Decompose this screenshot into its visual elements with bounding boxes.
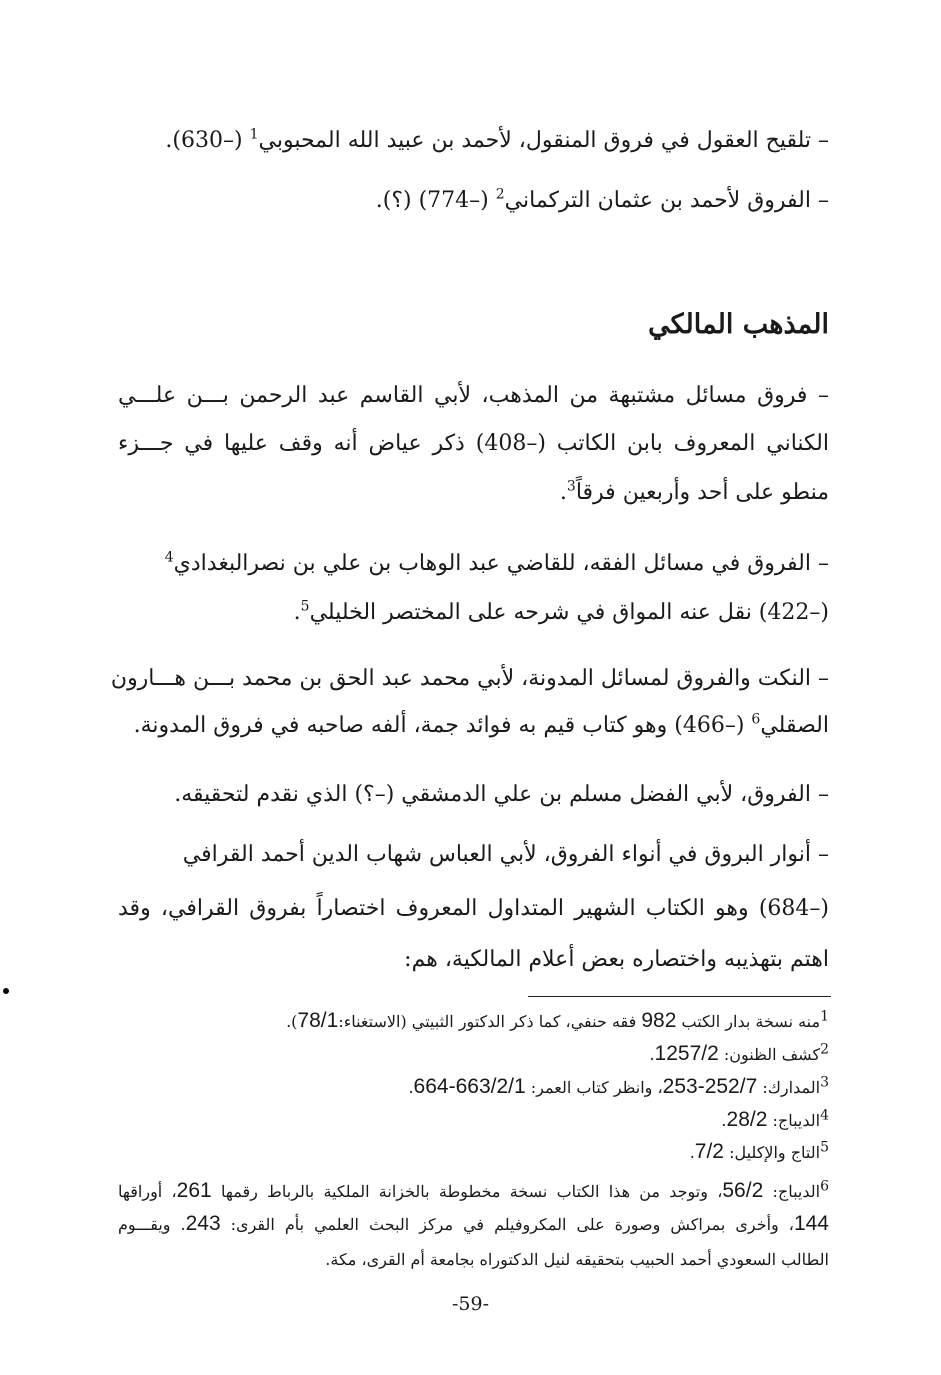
text: . ويقـــوم: [118, 1215, 186, 1234]
text: فقه حنفي، كما ذكر الدكتور الثبيتي (الاستغناء:: [338, 1012, 642, 1031]
text: 261: [176, 1179, 212, 1202]
text: 1257/2: [654, 1042, 719, 1065]
footnote-1: [118, 1010, 829, 1033]
text: .: [721, 1111, 727, 1130]
footnote-ref[interactable]: 1: [249, 126, 259, 143]
text: .: [408, 1078, 414, 1097]
text: المدارك:: [757, 1078, 821, 1097]
text: 982: [641, 1009, 677, 1032]
text: 252/7-253: [662, 1075, 758, 1098]
paragraph-line: [118, 549, 829, 579]
section-heading: المذهب المالكي: [648, 309, 829, 340]
text: – الفروق لأحمد بن عثمان التركماني: [504, 188, 829, 213]
footnote-3: [118, 1076, 829, 1099]
scan-speck: [3, 988, 9, 994]
text: – الفروق في مسائل الفقه، للقاضي عبد الوهاب بن علي بن نصرالبغدادي: [173, 551, 829, 576]
list-item-talqih: [118, 126, 829, 156]
text: الديباج:: [767, 1111, 821, 1130]
footnote-ref[interactable]: 6: [751, 711, 761, 728]
text: .: [293, 600, 301, 625]
text: ، وأخرى بمراكش وصورة على المكروفيلم في مركز البحث العلمي بأم القرى:: [220, 1215, 794, 1234]
footnote-ref[interactable]: 3: [566, 478, 576, 495]
footnote-2: [118, 1043, 829, 1066]
text: (–466) وهو كتاب قيم به فوائد جمة، ألفه صاحبه في فروق المدونة.: [133, 713, 752, 738]
footnote-6-line-1: [118, 1180, 829, 1203]
paragraph-line: [118, 478, 829, 508]
text: (–422) نقل عنه المواق في شرحه على المختصر الخليلي: [309, 600, 829, 625]
text: .: [649, 1045, 655, 1064]
text: 144: [793, 1212, 829, 1235]
text: 56/2: [722, 1179, 764, 1202]
footnote-ref[interactable]: 4: [164, 549, 174, 566]
paragraph-line: [118, 598, 829, 628]
text: الديباج:: [763, 1182, 821, 1201]
footnote-number: 6: [820, 1178, 830, 1195]
text: منه نسخة بدار الكتب: [676, 1012, 821, 1031]
list-item-turkmani: [118, 186, 829, 216]
paragraph-line: الكناني المعروف بابن الكاتب (–408) ذكر عياض أنه وقف عليها في جـــزء: [118, 431, 829, 456]
paragraph-line: – فروق مسائل مشتبهة من المذهب، لأبي القاسم عبد الرحمن بـــن علـــي: [118, 383, 829, 408]
text: .: [559, 480, 567, 505]
footnote-number: 5: [820, 1139, 829, 1156]
footnote-divider: [528, 996, 831, 997]
footnote-ref[interactable]: 5: [300, 598, 310, 615]
text: ، وتوجد من هذا الكتاب نسخة مخطوطة بالخزانة الملكية بالرباط رقمها: [211, 1182, 723, 1201]
footnote-number: 4: [820, 1107, 829, 1124]
footnote-6-line-2: [118, 1213, 829, 1236]
page-number: -59-: [451, 1293, 490, 1315]
footnote-6-line-3: الطالب السعودي أحمد الحبيب بتحقيقه لنيل الدكتوراه بجامعة أم القرى، مكة.: [325, 1250, 829, 1269]
paragraph-line: [118, 711, 829, 741]
text: 663/2/1-664: [413, 1075, 526, 1098]
footnote-number: 2: [820, 1041, 829, 1058]
paragraph-line: (–684) وهو الكتاب الشهير المتداول المعروف اختصاراً بفروق القرافي، وقد: [118, 896, 829, 921]
paragraph-line: اهتم بتهذيبه واختصاره بعض أعلام المالكية، هم:: [404, 947, 829, 972]
paragraph-line: – الفروق، لأبي الفضل مسلم بن علي الدمشقي (–؟) الذي نقدم لتحقيقه.: [174, 782, 829, 807]
text: 28/2: [726, 1108, 768, 1131]
footnote-4: [118, 1109, 829, 1132]
text: التاج والإكليل:: [724, 1143, 821, 1162]
footnote-5: [118, 1141, 829, 1164]
paragraph-line: – أنوار البروق في أنواء الفروق، لأبي العباس شهاب الدين أحمد القرافي: [182, 842, 829, 867]
text: ، أوراقها: [118, 1182, 177, 1201]
text: منطو على أحد وأربعين فرقاً: [575, 480, 829, 505]
text: (–774) (؟).: [375, 188, 496, 213]
text: 243: [185, 1212, 221, 1235]
text: 78/1: [297, 1009, 339, 1032]
text: ، وانظر كتاب العمر:: [525, 1078, 663, 1097]
text: (–630).: [165, 128, 250, 153]
footnote-ref[interactable]: 2: [495, 186, 505, 203]
footnote-number: 3: [820, 1074, 829, 1091]
text: – تلقيح العقول في فروق المنقول، لأحمد بن عبيد الله المحبوبي: [258, 128, 829, 153]
paragraph-line: – النكت والفروق لمسائل المدونة، لأبي محمد عبد الحق بن محمد بـــن هـــارون: [110, 666, 829, 691]
text: .: [689, 1143, 695, 1162]
text: كشف الظنون:: [718, 1045, 821, 1064]
text: الصقلي: [760, 713, 829, 738]
footnote-number: 1: [820, 1008, 829, 1025]
text: ).: [286, 1012, 298, 1031]
text: 7/2: [694, 1140, 724, 1163]
